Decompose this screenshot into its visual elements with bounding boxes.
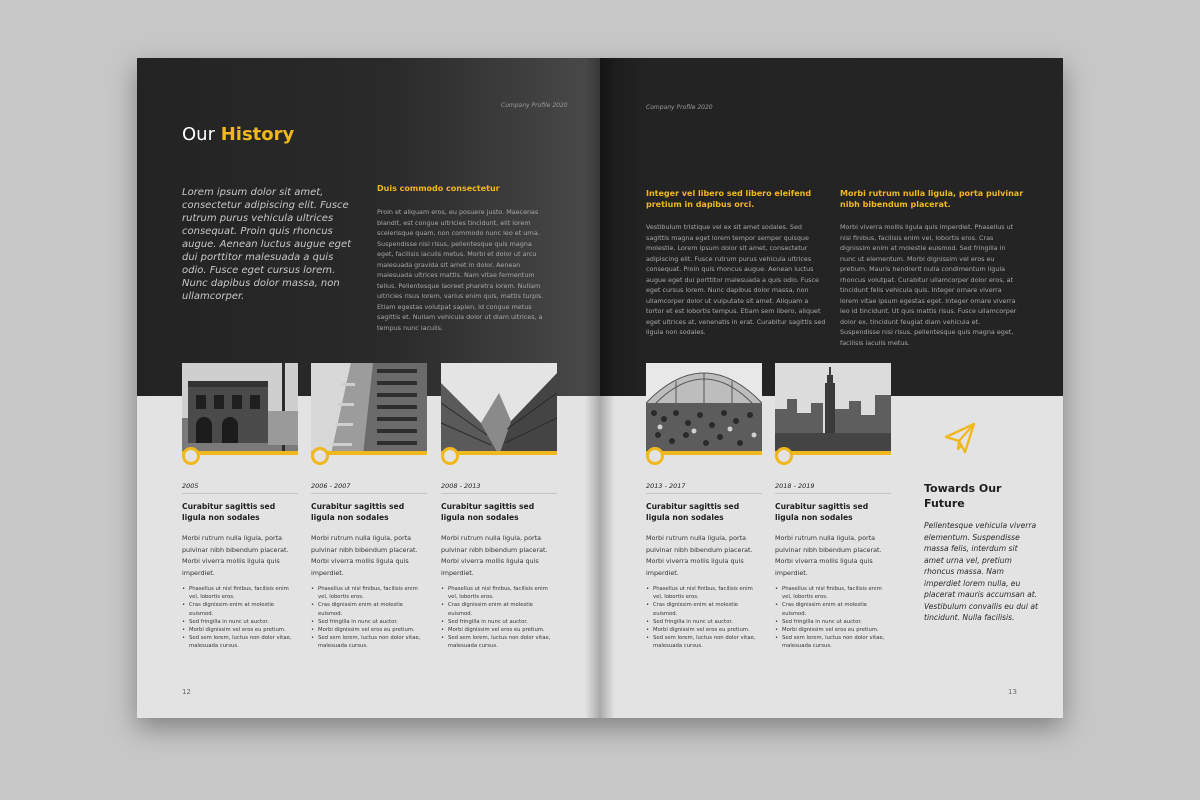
building-photo	[182, 363, 298, 455]
timeline-year: 2013 - 2017	[646, 482, 686, 490]
timeline-body: Morbi rutrum nulla ligula, porta pulvinar nibh bibendum placerat. Morbi viverra mollis ligula quis imperdiet.	[646, 534, 753, 577]
building-photo	[441, 363, 557, 455]
timeline-year: 2008 - 2013	[441, 482, 481, 490]
timeline-bullets	[311, 585, 429, 651]
timeline-body: Morbi rutrum nulla ligula, porta pulvinar nibh bibendum placerat. Morbi viverra mollis ligula quis imperdiet.	[775, 534, 882, 577]
list-item: • Sed fringilla in nunc ut auctor.	[311, 618, 429, 626]
list-item: • Cras dignissim enim at molestie euismod.	[441, 601, 559, 617]
timeline-body: Morbi rutrum nulla ligula, porta pulvinar nibh bibendum placerat. Morbi viverra mollis ligula quis imperdiet.	[182, 534, 289, 577]
timeline-title: Curabitur sagittis sed ligula non sodales	[646, 502, 740, 522]
timeline-rule	[775, 493, 891, 494]
building-photo	[311, 363, 427, 455]
city-crowd-photo	[646, 363, 762, 455]
list-item: • Phasellus ut nisl finibus, facilisis enim vel, lobortis eros.	[182, 585, 300, 601]
lead-paragraph: Lorem ipsum dolor sit amet, consectetur adipiscing elit. Fusce rutrum purus vehicula ultrices consequat. Proin quis rhoncus augue. Aenean luctus augue eget dui porttitor malesuada a quis odio. Fusce eget cursus lorem. Nunc dapibus dolor massa, non ullamcorper.	[182, 187, 352, 302]
col1-body: Vestibulum tristique vel ex sit amet sodales. Sed sagittis magna eget lorem tempor semper quisque molestie. Lorem ipsum dolor sit amet, consectetur adipiscing elit. Fusce rutrum purus vehicula ultrices consequat. Proin quis rhoncus augue. Aenean luctus augue eget dui porttitor malesuada a quis odio. Fusce eget cursus lorem. Nunc dapibus dolor massa, non ullamcorper dolor ut vulputate sit amet. Aliquam a tortor et est lobortis tempus. Etiam sem libero, aliquet eget ultrices at, venenatis in erat. Curabitur sagittis sed ligula non sodales.	[646, 223, 826, 336]
timeline-title: Curabitur sagittis sed ligula non sodales	[311, 502, 405, 522]
list-item: • Morbi dignissim vel eros eu pretium.	[182, 626, 300, 634]
list-item: • Morbi dignissim vel eros eu pretium.	[441, 626, 559, 634]
timeline-body: Morbi rutrum nulla ligula, porta pulvinar nibh bibendum placerat. Morbi viverra mollis ligula quis imperdiet.	[441, 534, 548, 577]
page-title-light: Our	[182, 124, 215, 145]
timeline-rule	[182, 493, 298, 494]
list-item: • Morbi dignissim vel eros eu pretium.	[646, 626, 764, 634]
list-item: • Sed fringilla in nunc ut auctor.	[646, 618, 764, 626]
future-title: Towards Our Future	[924, 482, 1002, 510]
list-item: • Phasellus ut nisl finibus, facilisis enim vel, lobortis eros.	[646, 585, 764, 601]
running-head: Company Profile 2020	[646, 104, 713, 111]
timeline-title: Curabitur sagittis sed ligula non sodales	[775, 502, 869, 522]
list-item: • Sed sem lorem, luctus non dolor vitae, malesuada cursus.	[775, 634, 893, 650]
paper-plane-icon	[943, 421, 977, 455]
list-item: • Sed fringilla in nunc ut auctor.	[775, 618, 893, 626]
right-page	[600, 58, 1063, 718]
list-item: • Phasellus ut nisl finibus, facilisis enim vel, lobortis eros.	[775, 585, 893, 601]
timeline-card	[311, 363, 427, 650]
list-item: • Sed sem lorem, luctus non dolor vitae, malesuada cursus.	[646, 634, 764, 650]
timeline-rule	[311, 493, 427, 494]
timeline-title: Curabitur sagittis sed ligula non sodales	[182, 502, 276, 522]
brochure-spread	[137, 58, 1063, 718]
page-title	[182, 124, 294, 145]
timeline-year: 2006 - 2007	[311, 482, 351, 490]
list-item: • Sed sem lorem, luctus non dolor vitae, malesuada cursus.	[311, 634, 429, 650]
timeline-bullets	[182, 585, 300, 651]
list-item: • Morbi dignissim vel eros eu pretium.	[775, 626, 893, 634]
timeline-bullets	[775, 585, 893, 651]
list-item: • Sed sem lorem, luctus non dolor vitae, malesuada cursus.	[441, 634, 559, 650]
list-item: • Phasellus ut nisl finibus, facilisis enim vel, lobortis eros.	[311, 585, 429, 601]
timeline-year: 2005	[182, 482, 199, 490]
intro-subhead: Duis commodo consectetur	[377, 184, 500, 193]
page-number: 12	[182, 688, 191, 696]
list-item: • Morbi dignissim vel eros eu pretium.	[311, 626, 429, 634]
timeline-card	[775, 363, 891, 650]
list-item: • Sed sem lorem, luctus non dolor vitae, malesuada cursus.	[182, 634, 300, 650]
list-item: • Cras dignissim enim at molestie euismod.	[311, 601, 429, 617]
left-page	[137, 58, 600, 718]
timeline-rule	[441, 493, 557, 494]
timeline-bullets	[646, 585, 764, 651]
list-item: • Sed fringilla in nunc ut auctor.	[441, 618, 559, 626]
page-title-bold: History	[220, 124, 295, 145]
timeline-dot	[646, 447, 664, 465]
timeline-card	[182, 363, 298, 650]
timeline-card	[441, 363, 557, 650]
list-item: • Phasellus ut nisl finibus, facilisis enim vel, lobortis eros.	[441, 585, 559, 601]
future-body: Pellentesque vehicula viverra elementum. Suspendisse massa felis, interdum sit amet urna vel, pretium rhoncus massa. Nam imperdiet lorem nulla, eu placerat mauris accumsan at. Vestibulum convallis eu dui at tincidunt. Nulla facilisis.	[924, 521, 1038, 622]
list-item: • Sed fringilla in nunc ut auctor.	[182, 618, 300, 626]
timeline-dot	[775, 447, 793, 465]
timeline-title: Curabitur sagittis sed ligula non sodales	[441, 502, 535, 522]
skyline-photo	[775, 363, 891, 455]
intro-body: Proin et aliquam eros, eu posuere justo. Maecenas blandit, est congue ultricies tincidunt, elit lorem scelerisque quam, non commodo nunc leo et urna. Suspendisse nisi risus, pellentesque quis magna eget, facilisis iaculis metus. Morbi et dolor ut arcu malesuada gravida sit amet in dolor. Aenean malesuada ultrices mattis. Nam vitae fermentum tellus. Pellentesque laoreet pharetra lorem. Nullam ultricies risus lorem, varius enim quis, mattis turpis. Etiam egestas volutpat sapien, id congue metus sagittis et. Nullam vehicula dolor ut diam ultrices, a tempus nunc iaculis.	[377, 208, 544, 332]
timeline-card	[646, 363, 762, 650]
page-number: 13	[1008, 688, 1017, 696]
timeline-dot	[182, 447, 200, 465]
col2-body: Morbi viverra mollis ligula quis imperdiet. Phasellus ut nisl finibus, facilisis enim vel, lobortis eros. Cras dignissim enim at molestie euismod. Sed fringilla in nunc ut elementum. Morbi dignissim vel eros eu pretium. Mauris hendrerit nulla condimentum ligula rhoncus volutpat. Curabitur ullamcorper dolor eros, at tincidunt felis vehicula quis. Integer ornare viverra lorem vitae ipsum egestas eget. Integer ornare viverra leo id tincidunt. Ut quis mattis risus. Fusce ullamcorper dolor ex, tincidunt feugiat diam vehicula et. Suspendisse nisi risus, pellentesque quis magna eget, facilisis iaculis metus.	[840, 223, 1017, 347]
list-item: • Cras dignissim enim at molestie euismod.	[182, 601, 300, 617]
col2-subhead: Morbi rutrum nulla ligula, porta pulvinar nibh bibendum placerat.	[840, 189, 1024, 209]
timeline-dot	[311, 447, 329, 465]
timeline-bullets	[441, 585, 559, 651]
timeline-dot	[441, 447, 459, 465]
timeline-body: Morbi rutrum nulla ligula, porta pulvinar nibh bibendum placerat. Morbi viverra mollis ligula quis imperdiet.	[311, 534, 418, 577]
list-item: • Cras dignissim enim at molestie euismod.	[775, 601, 893, 617]
timeline-rule	[646, 493, 762, 494]
running-head: Company Profile 2020	[501, 102, 568, 109]
list-item: • Cras dignissim enim at molestie euismod.	[646, 601, 764, 617]
col1-subhead: Integer vel libero sed libero eleifend pretium in dapibus orci.	[646, 189, 812, 209]
timeline-year: 2018 - 2019	[775, 482, 815, 490]
